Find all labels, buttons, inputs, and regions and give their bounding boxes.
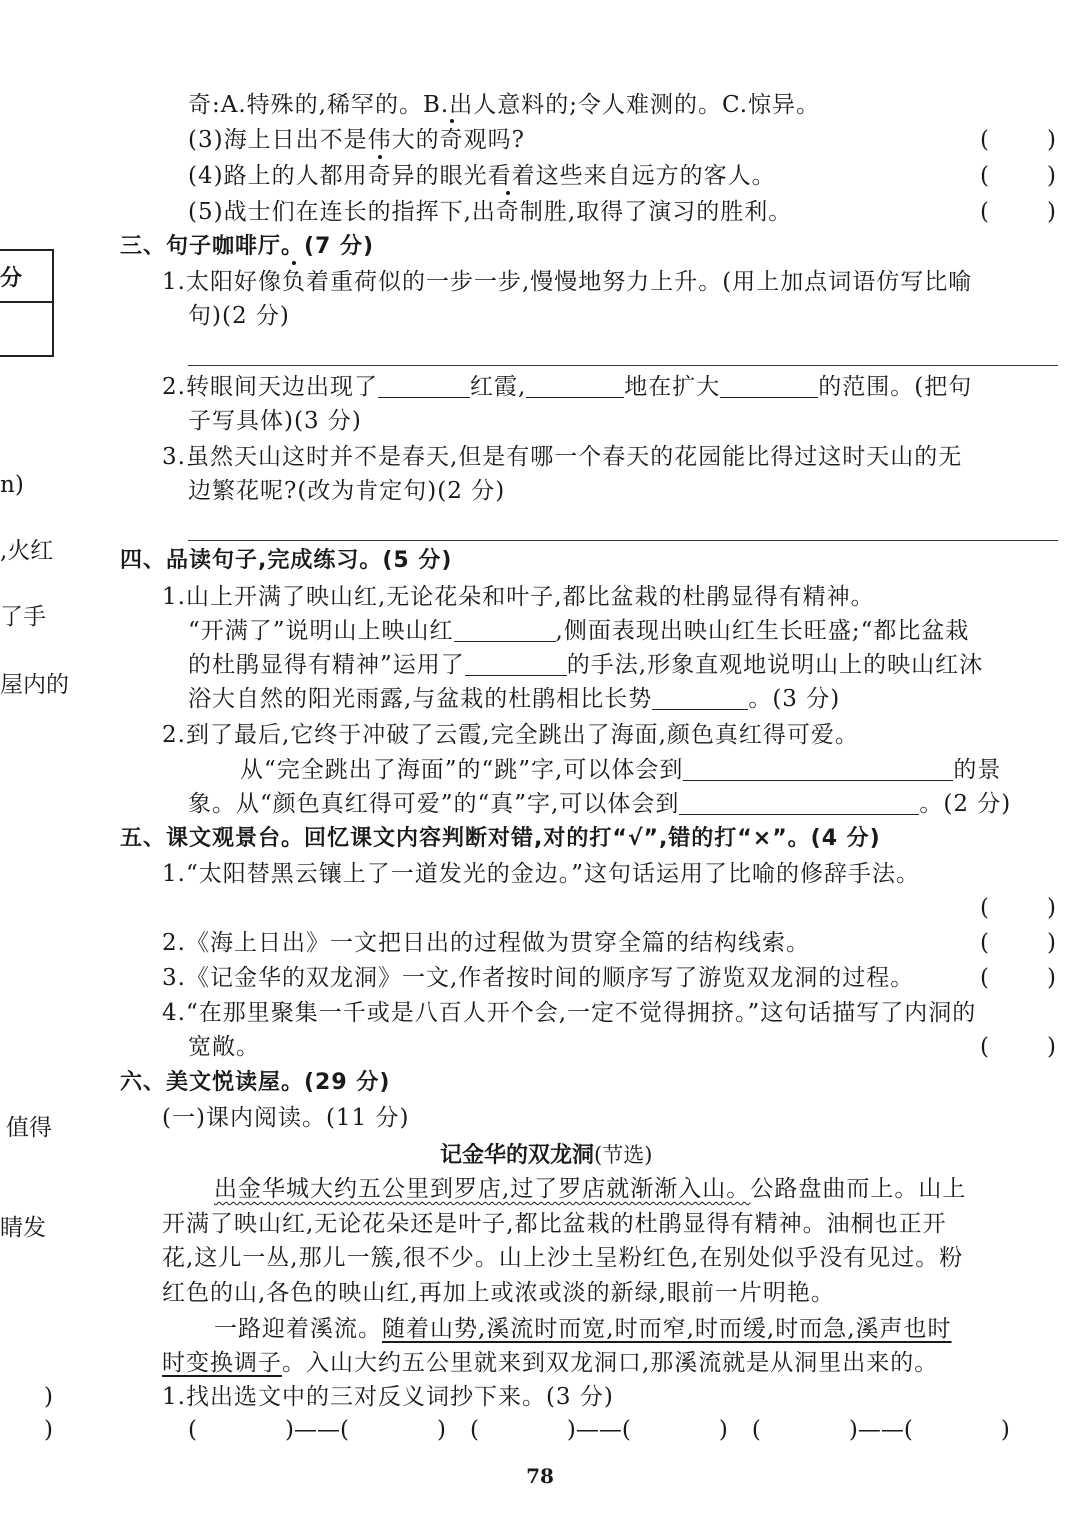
question-3-3-cont: 边繁花呢?(改为肯定句)(2 分) [188, 478, 506, 504]
passage-line: 时变换调子。入山大约五公里就来到双龙洞口,那溪流就是从洞里出来的。 [162, 1350, 939, 1376]
answer-line[interactable] [188, 365, 1058, 366]
question-4-1-line2: 的杜鹃显得有精神”运用了 的手法,形象直观地说明山上的映山红沐 [188, 648, 983, 682]
answer-parentheses[interactable]: ( ) [980, 199, 1056, 225]
section-4-title: 四、品读句子,完成练习。(5 分) [120, 548, 453, 573]
question-2-4: (4)路上的人都用奇异的眼光看着这些来自远方的客人。 [188, 159, 776, 193]
question-5-2: 2.《海上日出》一文把日出的过程做为贯穿全篇的结构线索。 [162, 930, 810, 956]
question-2-3: (3)海上日出不是伟大的奇观吗? [188, 123, 525, 157]
question-5-1: 1.“太阳替黑云镶上了一道发光的金边。”这句话运用了比喻的修辞手法。 [162, 861, 920, 887]
question-3-2-cont: 子写具体)(3 分) [188, 408, 362, 434]
passage-line: 一路迎着溪流。随着山势,溪流时而宽,时而窄,时而缓,时而急,溪声也时 [214, 1316, 952, 1342]
question-4-1-line3: 浴大自然的阳光雨露,与盆栽的杜鹃相比长势 。(3 分) [188, 682, 840, 716]
question-4-1: 1.山上开满了映山红,无论花朵和叶子,都比盆栽的杜鹃显得有精神。 [162, 584, 875, 610]
question-2-5: (5)战士们在连长的指挥下,出奇制胜,取得了演习的胜利。 [188, 195, 792, 229]
section-5-title: 五、课文观景台。回忆课文内容判断对错,对的打“√”,错的打“×”。(4 分) [120, 826, 881, 851]
margin-fragment: 睛发 [0, 1215, 46, 1241]
score-box-divider [0, 301, 52, 303]
question-3-1-cont: 句)(2 分) [188, 303, 290, 329]
page-number: 78 [526, 1464, 554, 1488]
dotted-char: 奇 [440, 123, 464, 157]
fill-blank[interactable] [683, 754, 953, 781]
fill-blank[interactable] [526, 371, 624, 398]
passage-line: 开满了映山红,无论花朵还是叶子,都比盆栽的杜鹃显得有精神。油桐也正开 [162, 1211, 947, 1237]
margin-fragment: 了手 [0, 604, 46, 630]
dotted-char: 奇 [368, 159, 392, 193]
margin-fragment: ) [44, 1417, 53, 1443]
definition-line: 奇:A.特殊的,稀罕的。B.出人意料的;令人难测的。C.惊异。 [188, 92, 821, 118]
question-4-2-line2: 象。从“颜色真红得可爱”的“真”字,可以体会到 。(2 分) [188, 787, 1011, 821]
answer-parentheses[interactable]: ( ) [980, 895, 1056, 921]
fill-blank[interactable] [465, 649, 567, 676]
margin-fragment: 值得 [6, 1115, 52, 1141]
question-5-4: 4.“在那里聚集一千或是八百人开个会,一定不觉得拥挤。”这句话描写了内洞的 [162, 1000, 977, 1026]
question-3-1: 1.太阳好像负着重荷似的一步一步,慢慢地努力上升。(用上加点词语仿写比喻 [162, 265, 972, 299]
question-6-1: 1.找出选文中的三对反义词抄下来。(3 分) [162, 1384, 614, 1410]
question-3-3: 3.虽然天山这时并不是春天,但是有哪一个春天的花园能比得过这时天山的无 [162, 444, 963, 470]
underlined-text: 时变换调子 [162, 1350, 282, 1376]
margin-fragment: ,火红 [0, 538, 54, 564]
fill-blank[interactable] [454, 615, 556, 642]
margin-fragment: 屋内的 [0, 672, 69, 698]
margin-fragment: n) [0, 472, 24, 498]
score-box [0, 249, 54, 357]
question-3-2: 2.转眼间天边出现了 红霞, 地在扩大 的范围。(把句 [162, 370, 972, 404]
fill-blank[interactable] [679, 788, 919, 815]
antonym-answer-row[interactable]: ( )——( ) ( )——( ) ( )——( ) [188, 1417, 1010, 1443]
passage-line: 花,这儿一丛,那儿一簇,很不少。山上沙土呈粉红色,在别处似乎没有见过。粉 [162, 1245, 964, 1271]
answer-line[interactable] [188, 540, 1058, 541]
dotted-char: 负 [282, 265, 306, 299]
answer-parentheses[interactable]: ( ) [980, 965, 1056, 991]
question-4-1-line1: “开满了”说明山上映山红 ,侧面表现出映山红生长旺盛;“都比盆栽 [188, 614, 969, 648]
fill-blank[interactable] [378, 371, 470, 398]
answer-parentheses[interactable]: ( ) [980, 127, 1056, 153]
fill-blank[interactable] [652, 683, 748, 710]
answer-parentheses[interactable]: ( ) [980, 1034, 1056, 1060]
answer-parentheses[interactable]: ( ) [980, 163, 1056, 189]
question-5-3: 3.《记金华的双龙洞》一文,作者按时间的顺序写了游览双龙洞的过程。 [162, 965, 915, 991]
dotted-char: 奇 [496, 195, 520, 229]
question-5-4-cont: 宽敞。 [188, 1034, 260, 1060]
question-4-2-line1: 从“完全跳出了海面”的“跳”字,可以体会到 的景 [240, 753, 1001, 787]
question-4-2: 2.到了最后,它终于冲破了云霞,完全跳出了海面,颜色真红得可爱。 [162, 722, 859, 748]
section-6-title: 六、美文悦读屋。(29 分) [120, 1070, 391, 1095]
section-6-subtitle: (一)课内阅读。(11 分) [162, 1105, 410, 1131]
underlined-text: 随着山势,溪流时而宽,时而窄,时而缓,时而急,溪声也时 [382, 1316, 952, 1342]
answer-parentheses[interactable]: ( ) [980, 930, 1056, 956]
section-3-title: 三、句子咖啡厅。(7 分) [120, 234, 375, 259]
fill-blank[interactable] [720, 371, 818, 398]
passage-line: 红色的山,各色的映山红,再加上或浓或淡的新绿,眼前一片明艳。 [162, 1280, 835, 1306]
margin-fragment: ) [44, 1384, 53, 1410]
passage-line: 出金华城大约五公里到罗店,过了罗店就渐渐入山。公路盘曲而上。山上 [214, 1176, 967, 1202]
score-label: 分 [0, 266, 23, 291]
passage-title: 记金华的双龙洞(节选) [440, 1143, 653, 1168]
wavy-underlined-text: 出金华城大约五公里到罗店,过了罗店就渐渐入山。 [214, 1176, 751, 1202]
